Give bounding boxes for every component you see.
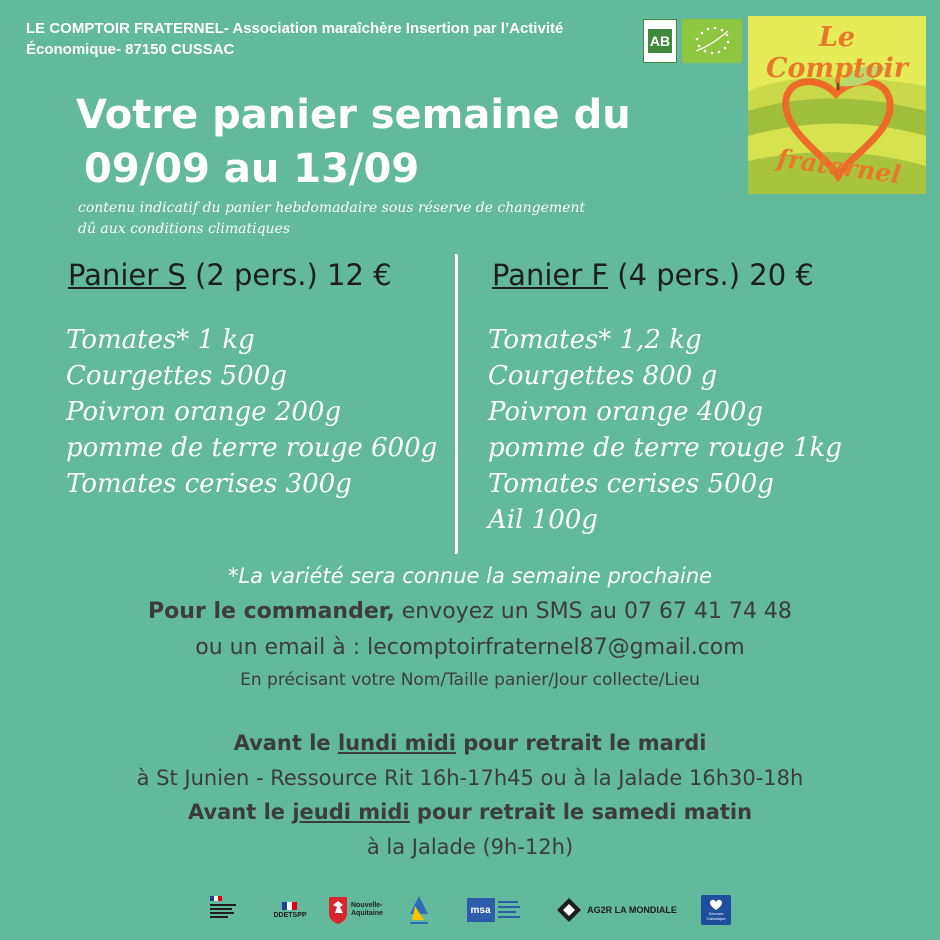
msa-mark: msa <box>467 898 495 922</box>
secours-mark <box>701 895 731 925</box>
list-item: pomme de terre rouge 1kg <box>488 433 842 463</box>
region-label: Nouvelle-Aquitaine <box>351 902 383 917</box>
eu-leaf-icon <box>682 19 742 63</box>
order-sms-text: envoyez un SMS au 07 67 41 74 48 <box>394 599 792 624</box>
title-line-2: 09/09 au 13/09 <box>84 146 420 192</box>
list-item: Ail 100g <box>488 505 598 535</box>
header-line-2: Économique- 87150 CUSSAC <box>26 41 235 58</box>
order-prefix: Pour le commander, <box>148 599 395 624</box>
order-details-line: En précisant votre Nom/Taille panier/Jour collecte/Lieu <box>240 670 700 690</box>
haute-vienne-logo <box>404 893 434 927</box>
title-line-1: Votre panier semaine du <box>76 92 631 138</box>
column-divider <box>455 254 458 554</box>
tricolor-flag-icon <box>282 902 298 910</box>
pickup-deadline-saturday <box>0 798 940 826</box>
list-item: Poivron orange 400g <box>488 397 764 427</box>
eu-organic-leaf-logo <box>682 19 742 63</box>
organization-header <box>26 18 646 60</box>
pickup-l3-suffix: pour retrait le samedi matin <box>409 800 753 824</box>
ab-logo-mark: AB <box>648 29 672 53</box>
pickup-l1-suffix: pour retrait le mardi <box>455 731 707 755</box>
marianne-icon <box>206 894 246 926</box>
department-icon <box>406 894 432 926</box>
pickup-l1-deadline: lundi midi <box>337 731 456 755</box>
pickup-deadline-tuesday <box>0 729 940 757</box>
ag2r-logo <box>552 893 680 927</box>
list-item: Tomates cerises 500g <box>488 469 774 499</box>
basket-f-title <box>492 256 814 294</box>
list-item: Courgettes 800 g <box>488 361 718 391</box>
ag2r-label: AG2R LA MONDIALE <box>587 905 677 915</box>
basket-disclaimer <box>78 198 638 240</box>
page-title <box>76 88 631 196</box>
order-sms-line <box>0 597 940 627</box>
basket-f-items <box>488 322 842 538</box>
variety-note: *La variété sera connue la semaine prochaine <box>227 564 713 588</box>
ag2r-diamond-icon <box>555 896 583 924</box>
pickup-l1-prefix: Avant le <box>233 731 338 755</box>
list-item: Courgettes 500g <box>66 361 287 391</box>
secours-label: Secours Catholique <box>706 911 726 921</box>
msa-logo <box>465 893 527 927</box>
pickup-l3-deadline: jeudi midi <box>292 800 410 824</box>
brand-logo-line-1: Le Comptoir <box>766 22 908 84</box>
basket-s-items <box>66 322 437 502</box>
order-email-line: ou un email à : lecomptoirfraternel87@gmail.com <box>195 635 745 660</box>
secours-catholique-logo <box>700 893 732 927</box>
list-item: Tomates* 1 kg <box>66 325 255 355</box>
basket-f-detail: (4 pers.) 20 € <box>608 258 814 292</box>
basket-s-title <box>68 256 392 294</box>
header-line-1: LE COMPTOIR FRATERNEL- Association maraîchère Insertion par l’Activité <box>26 20 564 37</box>
ab-organic-logo <box>643 19 677 63</box>
pickup-l3-prefix: Avant le <box>187 800 293 824</box>
pickup-location-tuesday: à St Junien - Ressource Rit 16h-17h45 ou à la Jalade 16h30-18h <box>136 766 804 790</box>
msa-tagline-icon <box>498 899 526 921</box>
region-shield-icon <box>327 895 349 925</box>
basket-s-name: Panier S <box>68 258 186 292</box>
heart-cross-icon <box>710 899 722 911</box>
list-item: pomme de terre rouge 600g <box>66 433 438 463</box>
comptoir-fraternel-logo <box>748 16 926 194</box>
disclaimer-line-2: dû aux conditions climatiques <box>78 221 291 237</box>
brand-logo-line-2: fraternel <box>775 143 903 190</box>
ministry-logo <box>205 893 247 927</box>
basket-s-detail: (2 pers.) 12 € <box>185 258 392 292</box>
nouvelle-aquitaine-logo <box>326 893 388 927</box>
list-item: Tomates* 1,2 kg <box>488 325 702 355</box>
basket-f-name: Panier F <box>492 258 609 292</box>
disclaimer-line-1: contenu indicatif du panier hebdomadaire sous réserve de changement <box>78 200 586 216</box>
ddetspp-logo <box>268 893 312 927</box>
list-item: Tomates cerises 300g <box>66 469 352 499</box>
pickup-location-saturday: à la Jalade (9h-12h) <box>366 835 574 859</box>
ddetspp-label: DDETSPP <box>273 911 307 919</box>
list-item: Poivron orange 200g <box>66 397 342 427</box>
